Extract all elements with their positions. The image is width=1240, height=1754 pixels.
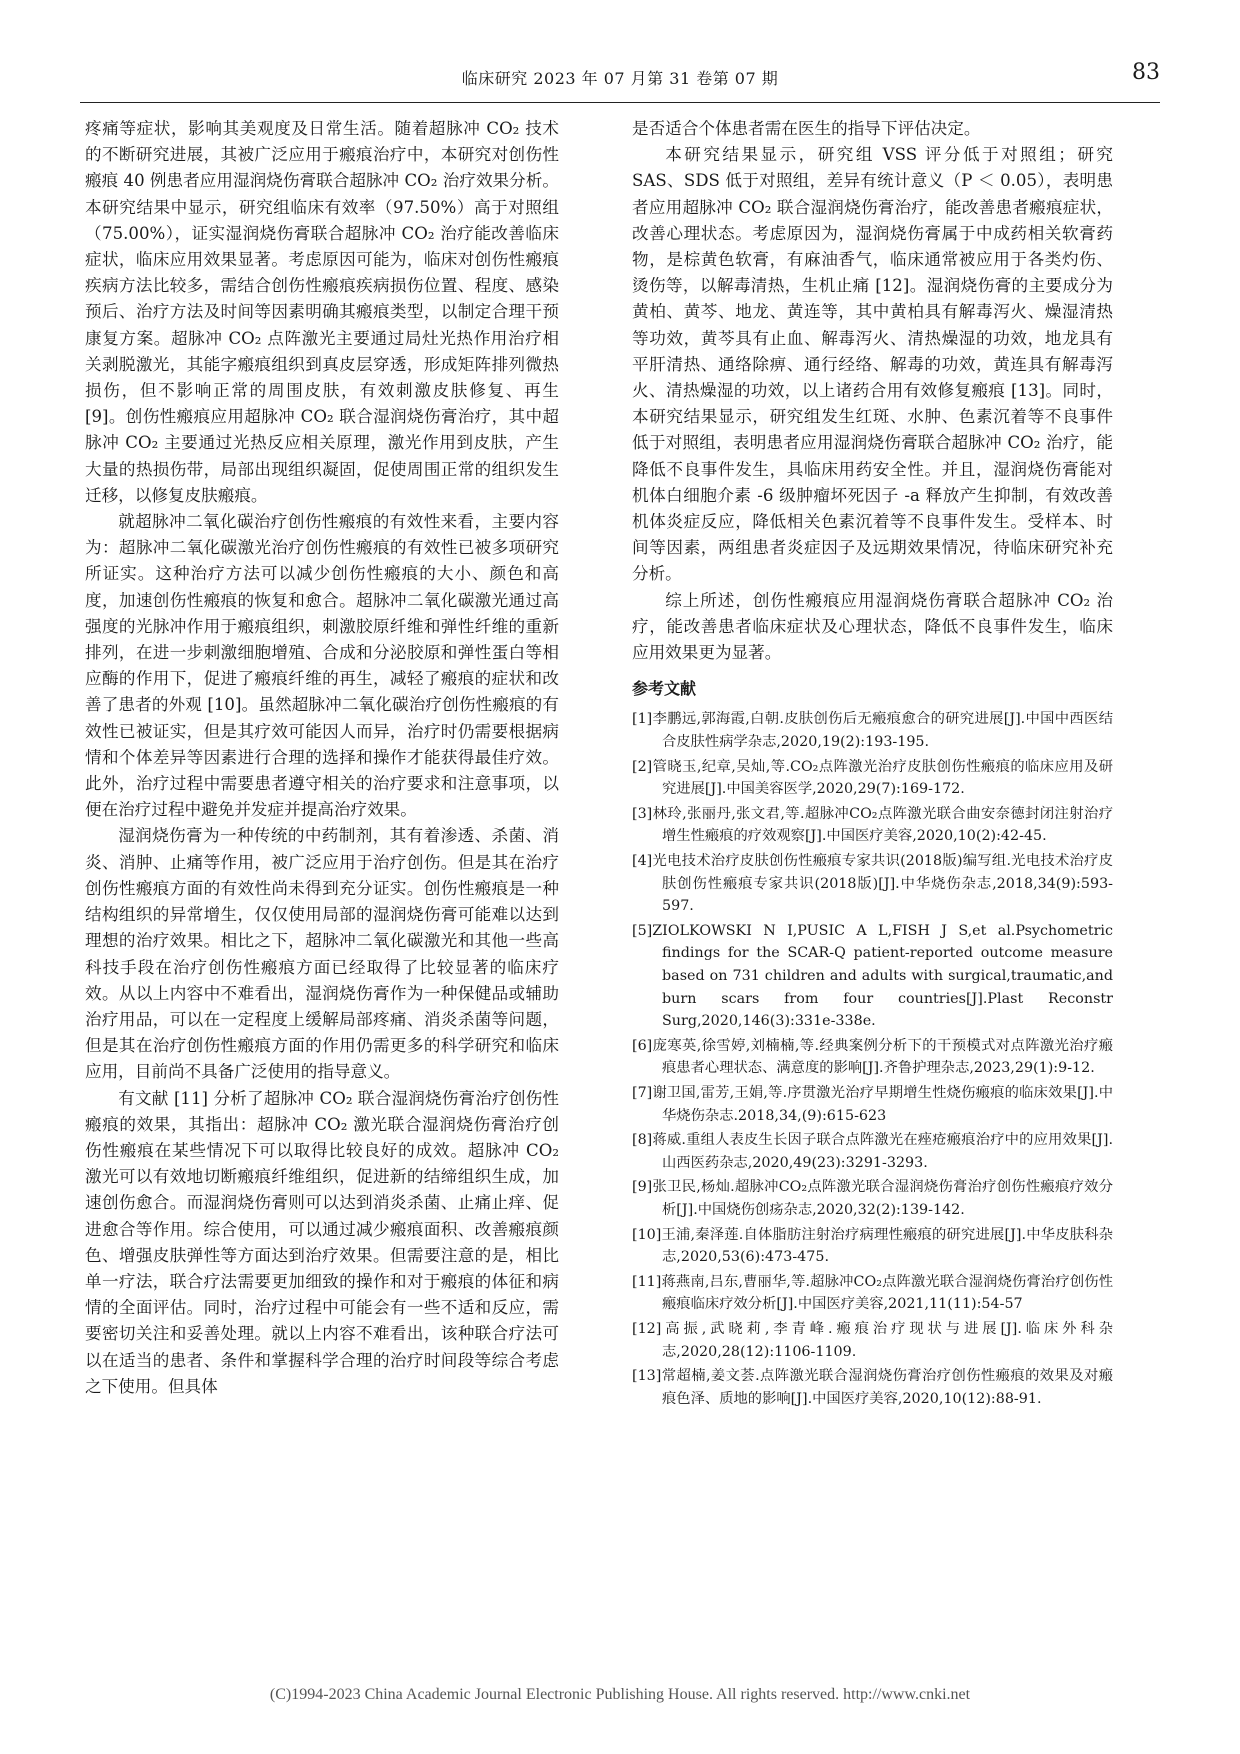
reference-item: [5]ZIOLKOWSKI N I,PUSIC A L,FISH J S,et al.Psychometric findings for the SCAR-Q patient-reported outcome measure based on 731 children and adults with surgical,traumatic,and burn scars from four countries[J].Plast Reconstr Surg,2020,146(3):331e-338e. xyxy=(632,922,1113,1030)
body-paragraph: 疼痛等症状，影响其美观度及日常生活。随着超脉冲 CO₂ 技术的不断研究进展，其被广泛应用于瘢痕治疗中，本研究对创伤性瘢痕 40 例患者应用湿润烧伤膏联合超脉冲 CO₂ 治疗效果分析。本研究结果中显示，研究组临床有效率（97.50%）高于对照组（75.00%），证实湿润烧伤膏联合超脉冲 CO₂ 治疗能改善临床症状，临床应用效果显著。考虑原因可能为，临床对创伤性瘢痕疾病方法比较多，需结合创伤性瘢痕疾病损伤位置、程度、感染预后、治疗方法及时间等因素明确其瘢痕类型，以制定合理干预康复方案。超脉冲 CO₂ 点阵激光主要通过局灶光热作用治疗相关剥脱激光，其能字瘢痕组织到真皮层穿透，形成矩阵排列微热损伤，但不影响正常的周围皮肤，有效刺激皮肤修复、再生 [9]。创伤性瘢痕应用超脉冲 CO₂ 联合湿润烧伤膏治疗，其中超脉冲 CO₂ 主要通过光热反应相关原理，激光作用到皮肤，产生大量的热损伤带，局部出现组织凝固，促使周围正常的组织发生迁移，以修复皮肤瘢痕。 xyxy=(85,119,559,505)
copyright-footer: (C)1994-2023 China Academic Journal Electronic Publishing House. All rights reserved. http://www.cnki.net xyxy=(269,1686,971,1703)
body-paragraph: 是否适合个体患者需在医生的指导下评估决定。 xyxy=(632,119,981,138)
reference-item: [7]谢卫国,雷芳,王娟,等.序贯激光治疗早期增生性烧伤瘢痕的临床效果[J].中华烧伤杂志.2018,34,(9):615-623 xyxy=(632,1084,1113,1124)
reference-item: [13]常超楠,姜文荟.点阵激光联合湿润烧伤膏治疗创伤性瘢痕的效果及对瘢痕色泽、质地的影响[J].中国医疗美容,2020,10(12):88-91. xyxy=(632,1368,1113,1407)
references-heading: 参考文献 xyxy=(632,679,697,699)
reference-item: [8]蒋威.重组人表皮生长因子联合点阵激光在痤疮瘢痕治疗中的应用效果[J].山西医药杂志,2020,49(23):3291-3293. xyxy=(632,1132,1113,1171)
body-paragraph: 就超脉冲二氧化碳治疗创伤性瘢痕的有效性来看，主要内容为：超脉冲二氧化碳激光治疗创伤性瘢痕的有效性已被多项研究所证实。这种治疗方法可以减少创伤性瘢痕的大小、颜色和高度，加速创伤性瘢痕的恢复和愈合。超脉冲二氧化碳激光通过高强度的光脉冲作用于瘢痕组织，刺激胶原纤维和弹性纤维的重新排列，在进一步刺激细胞增殖、合成和分泌胶原和弹性蛋白等相应酶的作用下，促进了瘢痕纤维的再生，减轻了瘢痕的症状和改善了患者的外观 [10]。虽然超脉冲二氧化碳治疗创伤性瘢痕的有效性已被证实，但是其疗效可能因人而异，治疗时仍需要根据病情和个体差异等因素进行合理的选择和操作才能获得最佳疗效。此外，治疗过程中需要患者遵守相关的治疗要求和注意事项，以便在治疗过程中避免并发症并提高治疗效果。 xyxy=(85,512,559,820)
body-paragraph: 综上所述，创伤性瘢痕应用湿润烧伤膏联合超脉冲 CO₂ 治疗，能改善患者临床症状及心理状态，降低不良事件发生，临床应用效果更为显著。 xyxy=(632,590,1113,663)
body-paragraph: 有文献 [11] 分析了超脉冲 CO₂ 联合湿润烧伤膏治疗创伤性瘢痕的效果，其指出：超脉冲 CO₂ 激光联合湿润烧伤膏治疗创伤性瘢痕在某些情况下可以取得比较良好的成效。超脉冲 CO₂ 激光可以有效地切断瘢痕纤维组织，促进新的结缔组织生成，加速创伤愈合。而湿润烧伤膏则可以达到消炎杀菌、止痛止痒、促进愈合等作用。综合使用，可以通过减少瘢痕面积、改善瘢痕颜色、增强皮肤弹性等方面达到治疗效果。但需要注意的是，相比单一疗法，联合疗法需要更加细致的操作和对于瘢痕的体征和病情的全面评估。同时，治疗过程中可能会有一些不适和反应，需要密切关注和妥善处理。就以上内容不难看出，该种联合疗法可以在适当的患者、条件和掌握科学合理的治疗时间段等综合考虑之下使用。但具体 xyxy=(85,1088,559,1396)
running-header xyxy=(80,62,1160,103)
reference-list xyxy=(632,708,1113,1410)
reference-item: [10]王浦,秦泽莲.自体脂肪注射治疗病理性瘢痕的研究进展[J].中华皮肤科杂志,2020,53(6):473-475. xyxy=(632,1226,1113,1266)
body-paragraph: 本研究结果显示，研究组 VSS 评分低于对照组；研究 SAS、SDS 低于对照组，差异有统计意义（P ＜ 0.05），表明患者应用超脉冲 CO₂ 联合湿润烧伤膏治疗，能改善患者瘢痕症状，改善心理状态。考虑原因为，湿润烧伤膏属于中成药相关软膏药物，是棕黄色软膏，有麻油香气，临床通常被应用于各类灼伤、烫伤等，以解毒清热，生机止痛 [12]。湿润烧伤膏的主要成分为黄柏、黄芩、地龙、黄连等，其中黄柏具有解毒泻火、燥湿清热等功效，黄芩具有止血、解毒泻火、清热燥湿的功效，地龙具有平肝清热、通络除痹、通行经络、解毒的功效，黄连具有解毒泻火、清热燥湿的功效，以上诸药合用有效修复瘢痕 [13]。同时，本研究结果显示，研究组发生红斑、水肿、色素沉着等不良事件低于对照组，表明患者应用湿润烧伤膏联合超脉冲 CO₂ 治疗，能降低不良事件发生，具临床用药安全性。并且，湿润烧伤膏能对机体白细胞介素 -6 级肿瘤坏死因子 -a 释放产生抑制，有效改善机体炎症反应，降低相关色素沉着等不良事件发生。受样本、时间等因素，两组患者炎症因子及远期效果情况，待临床研究补充分析。 xyxy=(632,145,1113,584)
reference-item: [4]光电技术治疗皮肤创伤性瘢痕专家共识(2018版)编写组.光电技术治疗皮肤创伤性瘢痕专家共识(2018版)[J].中华烧伤杂志,2018,34(9):593-597. xyxy=(632,853,1113,915)
body-paragraph: 湿润烧伤膏为一种传统的中药制剂，其有着渗透、杀菌、消炎、消肿、止痛等作用，被广泛应用于治疗创伤。但是其在治疗创伤性瘢痕方面的有效性尚未得到充分证实。创伤性瘢痕是一种结构组织的异常增生，仅仅使用局部的湿润烧伤膏可能难以达到理想的治疗效果。相比之下，超脉冲二氧化碳激光和其他一些高科技手段在治疗创伤性瘢痕方面已经取得了比较显著的临床疗效。从以上内容中不难看出，湿润烧伤膏作为一种保健品或辅助治疗用品，可以在一定程度上缓解局部疼痛、消炎杀菌等问题，但是其在治疗创伤性瘢痕方面的作用仍需更多的科学研究和临床应用，目前尚不具备广泛使用的指导意义。 xyxy=(85,826,559,1082)
reference-item: [6]庞寒英,徐雪婷,刘楠楠,等.经典案例分析下的干预模式对点阵激光治疗瘢痕患者心理状态、满意度的影响[J].齐鲁护理杂志,2023,29(1):9-12. xyxy=(632,1037,1113,1077)
reference-item: [2]管晓玉,纪章,吴灿,等.CO₂点阵激光治疗皮肤创伤性瘢痕的临床应用及研究进展[J].中国美容医学,2020,29(7):169-172. xyxy=(632,758,1113,798)
reference-item: [3]林玲,张丽丹,张文君,等.超脉冲CO₂点阵激光联合曲安奈德封闭注射治疗增生性瘢痕的疗效观察[J].中国医疗美容,2020,10(2):42-45. xyxy=(632,805,1113,845)
reference-item: [12]高振,武晓莉,李青峰.瘢痕治疗现状与进展[J].临床外科杂志,2020,28(12):1106-1109. xyxy=(632,1320,1113,1360)
reference-item: [11]蒋燕南,吕东,曹丽华,等.超脉冲CO₂点阵激光联合湿润烧伤膏治疗创伤性瘢痕临床疗效分析[J].中国医疗美容,2021,11(11):54-57 xyxy=(632,1273,1113,1313)
journal-title: 临床研究 2023 年 07 月第 31 卷第 07 期 xyxy=(461,69,779,88)
reference-item: [9]张卫民,杨灿.超脉冲CO₂点阵激光联合湿润烧伤膏治疗创伤性瘢痕疗效分析[J].中国烧伤创疡杂志,2020,32(2):139-142. xyxy=(632,1179,1113,1218)
right-column xyxy=(632,116,1113,1412)
reference-item: [1]李鹏远,郭海霞,白朝.皮肤创伤后无瘢痕愈合的研究进展[J].中国中西医结合皮肤性病学杂志,2020,19(2):193-195. xyxy=(632,711,1113,751)
left-column xyxy=(85,116,559,1400)
page-number: 83 xyxy=(1132,60,1160,85)
